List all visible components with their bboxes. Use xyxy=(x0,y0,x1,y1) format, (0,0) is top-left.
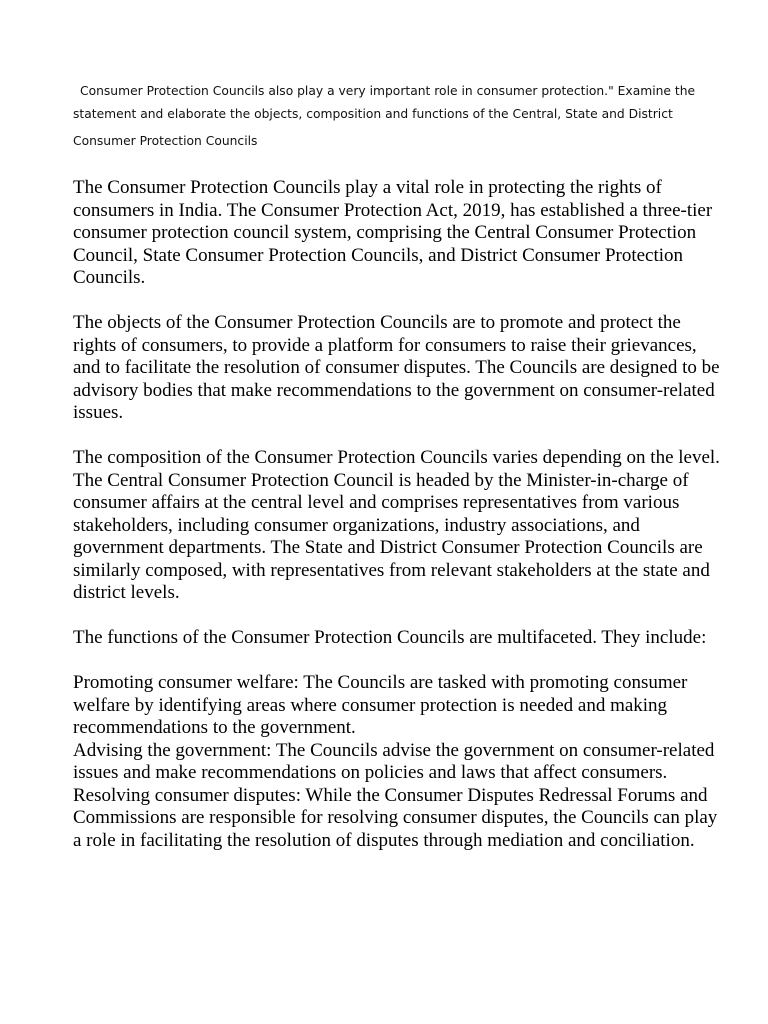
question-line-3: Consumer Protection Councils xyxy=(73,134,258,148)
function-item-disputes: Resolving consumer disputes: While the Consumer Disputes Redressal Forums and Commissions are responsible for resolving consumer disputes, the Councils can play a role in facilitating the resolution of disputes through mediation and conciliation. xyxy=(73,784,718,851)
function-item-advising: Advising the government: The Councils advise the government on consumer-related issues and make recommendations on policies and laws that affect consumers. xyxy=(73,739,715,783)
question-prompt xyxy=(73,80,713,153)
question-line-2: statement and elaborate the objects, composition and functions of the Central, State and District xyxy=(73,107,673,121)
paragraph-objects: The objects of the Consumer Protection Councils are to promote and protect the rights of consumers, to provide a platform for consumers to raise their grievances, and to facilitate the resolution of consumer disputes. The Councils are designed to be advisory bodies that make recommendations to the government on consumer-related issues. xyxy=(73,312,720,423)
paragraph-composition: The composition of the Consumer Protection Councils varies depending on the level. The Central Consumer Protection Council is headed by the Minister-in-charge of consumer affairs at the central level and comprises representatives from various stakeholders, including consumer organizations, industry associations, and government departments. The State and District Consumer Protection Councils are similarly composed, with representatives from relevant stakeholders at the state and district levels. xyxy=(73,447,720,603)
answer-body xyxy=(73,177,723,852)
paragraph-intro: The Consumer Protection Councils play a vital role in protecting the rights of consumers in India. The Consumer Protection Act, 2019, has established a three-tier consumer protection council system, comprising the Central Consumer Protection Council, State Consumer Protection Councils, and District Consumer Protection Councils. xyxy=(73,177,713,288)
paragraph-functions-intro: The functions of the Consumer Protection Councils are multifaceted. They include: xyxy=(73,627,707,648)
question-line-1: Consumer Protection Councils also play a very important role in consumer protection." Examine the xyxy=(80,84,696,98)
function-item-welfare: Promoting consumer welfare: The Councils are tasked with promoting consumer welfare by identifying areas where consumer protection is needed and making recommendations to the government. xyxy=(73,672,688,738)
